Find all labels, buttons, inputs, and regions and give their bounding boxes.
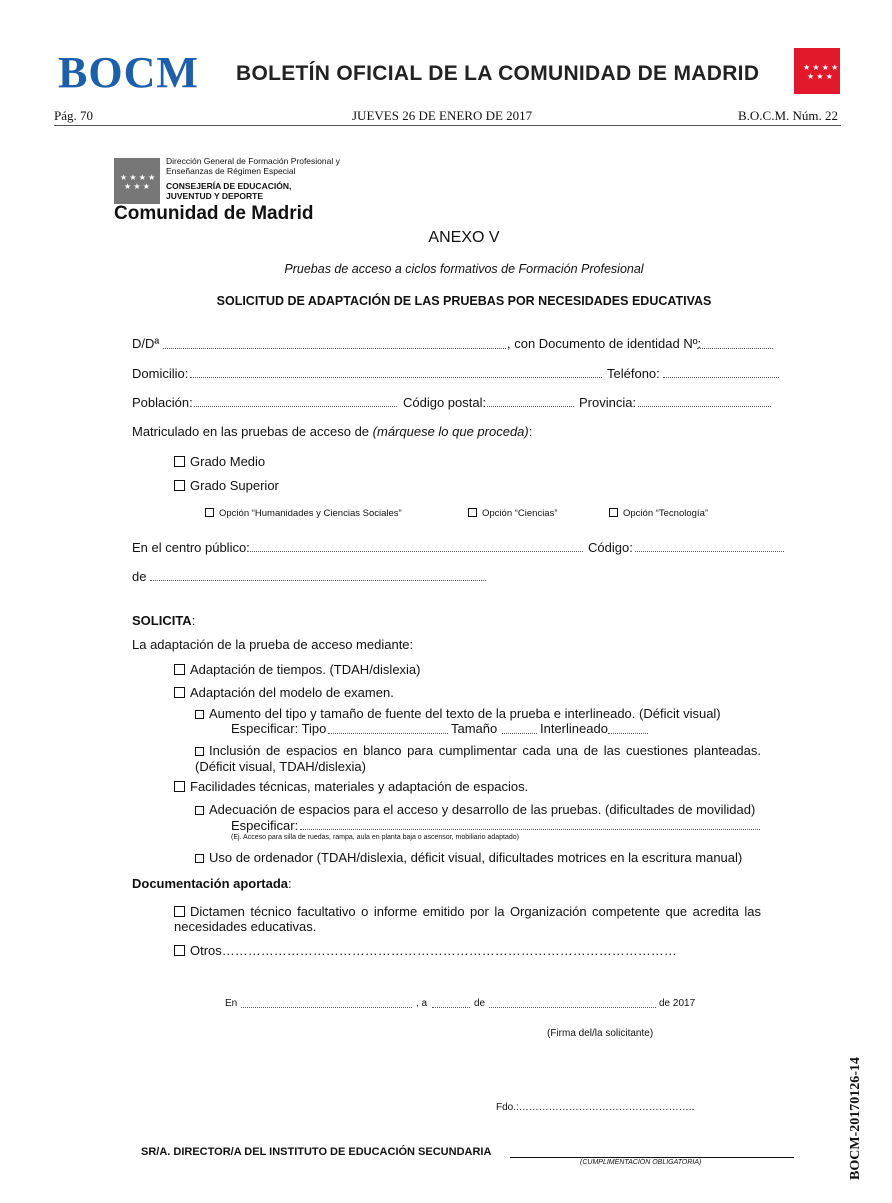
checkbox-icon[interactable] [468,508,477,517]
ministry-line1: CONSEJERÍA DE EDUCACIÓN, [166,181,292,191]
matriculado-colon: : [528,424,533,439]
checkbox-icon[interactable] [205,508,214,517]
documentacion-heading [132,876,292,891]
documentacion-label: Documentación aportada [132,876,289,891]
matriculado-text [132,424,532,439]
de-label: de [132,569,147,584]
day-field[interactable] [432,1007,470,1008]
especificar-espacios-label: Especificar: [231,818,299,833]
matriculado-hint: (márquese lo que proceda) [372,424,529,439]
firma-label: (Firma del/la solicitante) [547,1028,654,1039]
dd-label: D/Dª [132,336,160,351]
grado-superior-label: Grado Superior [190,478,279,493]
centro-field[interactable] [250,551,583,552]
adaptacion-tiempos-label: Adaptación de tiempos. (TDAH/dislexia) [190,662,421,677]
checkbox-icon[interactable] [609,508,618,517]
interlineado-label: Interlineado [540,721,608,736]
uso-ordenador-option[interactable] [195,850,742,865]
otros-label: Otros…………………………………………………………………………………………… [190,943,677,958]
option-tecnologia-label: Opción “Tecnología” [623,508,709,519]
obligatoria-note: (CUMPLIMENTACIÓN OBLIGATORIA) [580,1159,702,1166]
adecuacion-espacios-label: Adecuación de espacios para el acceso y desarrollo de las pruebas. (dificultades de movilidad) [209,802,756,817]
cp-label: Código postal: [403,395,487,410]
documentacion-colon: : [288,876,292,891]
director-label: SR/A. DIRECTOR/A DEL INSTITUTO DE EDUCACIÓN SECUNDARIA [141,1146,492,1158]
comunidad-madrid-logo-icon: ★ ★ ★ ★ ★ ★ ★ [114,158,160,204]
annex-title: ANEXO V [428,229,500,246]
bocm-code: BOCM-20170126-14 [848,1057,863,1180]
localidad-field[interactable] [150,580,486,581]
option-humanidades[interactable] [205,508,402,519]
provincia-label: Provincia: [579,395,637,410]
espacios-blanco-option[interactable] [195,743,761,775]
especificar-tipo-label: Especificar: Tipo [231,721,327,736]
month-field[interactable] [489,1007,656,1008]
interlineado-field[interactable] [608,733,648,734]
provincia-field[interactable] [638,406,771,407]
matriculado-label: Matriculado en las pruebas de acceso de [132,424,373,439]
de-month-label: de [474,998,486,1009]
grado-superior-option[interactable] [174,478,279,493]
aumento-fuente-label: Aumento del tipo y tamaño de fuente del texto de la prueba e interlineado. (Déficit visual) [209,706,721,721]
solicita-intro: La adaptación de la prueba de acceso mediante: [132,637,414,652]
option-ciencias-label: Opción “Ciencias” [482,508,558,519]
option-humanidades-label: Opción “Humanidades y Ciencias Sociales” [219,508,402,519]
en-label: En [225,998,238,1009]
checkbox-icon[interactable] [174,664,185,675]
espacios-example-note: (Ej. Acceso para silla de ruedas, rampa, aula en planta baja o ascensor, mobiliario adaptado) [231,834,519,841]
solicita-label: SOLICITA [132,613,192,628]
facilidades-option[interactable] [174,779,528,794]
checkbox-icon[interactable] [174,906,185,917]
adaptacion-modelo-label: Adaptación del modelo de examen. [190,685,394,700]
checkbox-icon[interactable] [195,854,204,863]
dictamen-option[interactable] [174,904,761,934]
checkbox-icon[interactable] [174,480,185,491]
domicilio-label: Domicilio: [132,366,189,381]
checkbox-icon[interactable] [174,945,185,956]
uso-ordenador-label: Uso de ordenador (TDAH/dislexia, déficit visual, dificultades motrices en la escritura manual) [209,850,743,865]
id-number-field[interactable] [697,348,773,349]
city-field[interactable] [241,1007,412,1008]
codigo-field[interactable] [635,551,784,552]
especificar-espacios-field[interactable] [300,829,760,830]
domicilio-field[interactable] [190,377,602,378]
grado-medio-label: Grado Medio [190,454,266,469]
tipo-field[interactable] [328,733,448,734]
option-tecnologia[interactable] [609,508,708,519]
checkbox-icon[interactable] [174,456,185,467]
poblacion-label: Población: [132,395,193,410]
checkbox-icon[interactable] [174,781,185,792]
telefono-field[interactable] [663,377,779,378]
page-number: Pág. 70 [54,108,93,123]
option-ciencias[interactable] [468,508,558,519]
espacios-blanco-label: Inclusión de espacios en blanco para cumplimentar cada una de las cuestiones planteadas. (Déficit visual, TDAH/dislexia) [195,743,761,774]
directorate-line2: Enseñanzas de Régimen Especial [166,166,296,176]
fdo-field[interactable]: Fdo.:…………………………………………….. [496,1102,695,1113]
document-subtitle: Pruebas de acceso a ciclos formativos de Formación Profesional [284,262,644,276]
name-field[interactable] [163,348,506,349]
checkbox-icon[interactable] [174,687,185,698]
solicita-colon: : [191,613,196,628]
issue-number: B.O.C.M. Núm. 22 [738,108,839,123]
header-divider [54,125,841,126]
a-label: , a [416,998,428,1009]
year-label: de 2017 [659,998,696,1009]
madrid-flag-icon: ★ ★ ★ ★ ★ ★ ★ [794,48,840,94]
bulletin-date: JUEVES 26 DE ENERO DE 2017 [352,108,533,123]
instituto-field[interactable] [510,1157,794,1158]
adecuacion-espacios-option[interactable] [195,802,755,817]
checkbox-icon[interactable] [195,710,204,719]
grado-medio-option[interactable] [174,454,265,469]
solicita-heading [132,613,195,628]
checkbox-icon[interactable] [195,747,204,756]
institution-name: Comunidad de Madrid [114,203,314,224]
cp-field[interactable] [487,406,574,407]
adaptacion-tiempos-option[interactable] [174,662,421,677]
bocm-logo: BOCM [58,48,199,97]
dictamen-label: Dictamen técnico facultativo o informe emitido por la Organización competente que acredita las necesidades educativas. [174,904,761,934]
codigo-label: Código: [588,540,633,555]
tamano-label: Tamaño [451,721,498,736]
poblacion-field[interactable] [194,406,397,407]
document-heading: SOLICITUD DE ADAPTACIÓN DE LAS PRUEBAS POR NECESIDADES EDUCATIVAS [216,294,712,308]
directorate-line1: Dirección General de Formación Profesional y [166,156,340,166]
telefono-label: Teléfono: [607,366,660,381]
aumento-fuente-option[interactable] [195,706,721,721]
centro-label: En el centro público: [132,540,250,555]
id-doc-label: , con Documento de identidad Nº: [507,336,702,351]
facilidades-label: Facilidades técnicas, materiales y adaptación de espacios. [190,779,529,794]
tamano-field[interactable] [502,733,537,734]
ministry-line2: JUVENTUD Y DEPORTE [166,191,263,201]
adaptacion-modelo-option[interactable] [174,685,394,700]
otros-option[interactable] [174,943,677,958]
checkbox-icon[interactable] [195,806,204,815]
bulletin-title: BOLETÍN OFICIAL DE LA COMUNIDAD DE MADRID [236,62,760,85]
